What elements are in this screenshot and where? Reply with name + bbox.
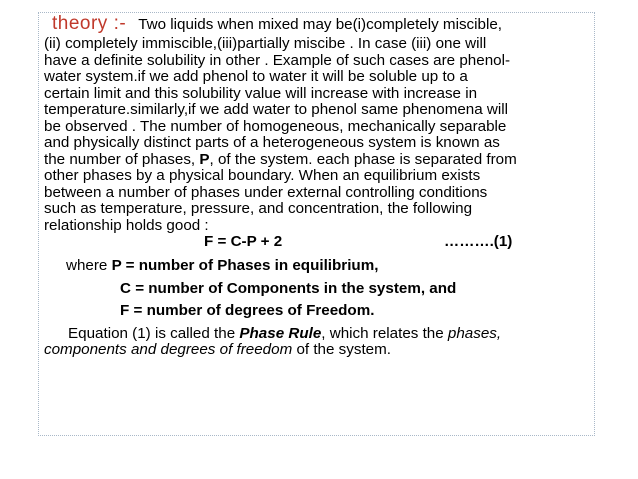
paragraph-line: (ii) completely immiscible,(iii)partially miscibe . In case (iii) one will xyxy=(44,35,487,52)
paragraph-line: such as temperature, pressure, and concentration, the following xyxy=(44,200,473,217)
equation-number: ……….(1) xyxy=(444,233,513,250)
paragraph-line: temperature.similarly,if we add water to phenol same phenomena will xyxy=(44,101,509,118)
paragraph-line: relationship holds good : xyxy=(44,216,209,234)
components-freedom-term: components and degrees of freedom xyxy=(44,341,293,358)
paragraph-line: be observed . The number of homogeneous, mechanically separable xyxy=(44,117,507,135)
paragraph-line: water system.if we add phenol to water it will be soluble up to a xyxy=(44,68,468,85)
closing-text: of the system. xyxy=(292,341,391,358)
theory-text-block xyxy=(44,12,599,359)
definition-p: P = number of Phases in equilibrium, xyxy=(111,257,379,274)
theory-heading: theory :- xyxy=(52,13,127,34)
phases-line-before: the number of phases, xyxy=(44,150,200,168)
intro-text: Two liquids when mixed may be(i)completely miscible, xyxy=(138,16,502,33)
definition-c: C = number of Components in the system, and xyxy=(120,279,457,297)
definition-c-line xyxy=(44,281,599,298)
equation-line xyxy=(44,234,599,252)
paragraph-line: certain limit and this solubility value will increase with increase in xyxy=(44,84,478,102)
phase-rule-term: Phase Rule xyxy=(239,324,322,342)
phase-rule-equation: F = C-P + 2 xyxy=(204,233,283,250)
closing-line-2 xyxy=(44,342,599,359)
definition-f: F = number of degrees of Freedom. xyxy=(120,302,375,319)
paragraph-line: other phases by a physical boundary. When an equilibrium exists xyxy=(44,167,481,184)
definition-f-line xyxy=(44,303,599,320)
phases-line xyxy=(44,152,599,169)
definition-p-line xyxy=(44,258,599,275)
phases-line-after: , of the system. each phase is separated from xyxy=(209,150,517,168)
phases-symbol: P xyxy=(199,150,210,168)
where-label: where xyxy=(66,257,112,274)
phases-term: phases, xyxy=(447,324,502,342)
closing-line-1 xyxy=(44,326,599,343)
heading-line xyxy=(44,12,599,36)
closing-text: , which relates the xyxy=(321,324,448,342)
paragraph-line: between a number of phases under external controlling conditions xyxy=(44,183,488,201)
paragraph-line: and physically distinct parts of a heterogeneous system is known as xyxy=(44,134,500,151)
closing-text: Equation (1) is called the xyxy=(68,324,240,342)
paragraph-line: have a definite solubility in other . Example of such cases are phenol- xyxy=(44,51,511,69)
